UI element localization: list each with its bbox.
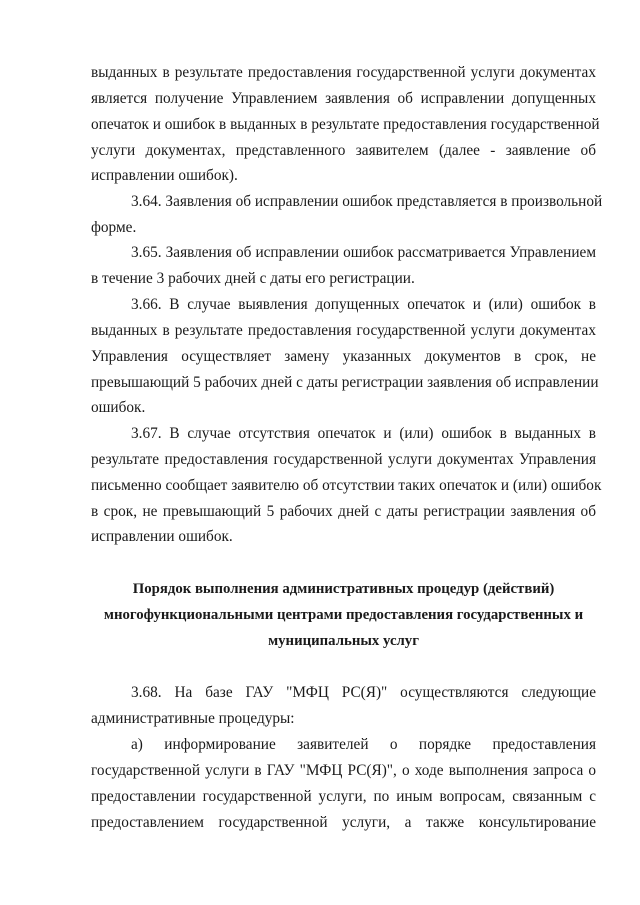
section-heading: многофункциональными центрами предоставления государственных и xyxy=(103,607,584,623)
text-line: форме. xyxy=(91,219,137,236)
paragraph-3-68: 3.68. На базе ГАУ "МФЦ РС(Я)" осуществляются следующие xyxy=(131,684,596,701)
section-heading: Порядок выполнения административных процедур (действий) xyxy=(132,581,555,597)
text-line: предоставлении государственной услуги, по иным вопросам, связанным с xyxy=(91,788,596,805)
text-line: результате предоставления государственной услуги документах Управления xyxy=(91,451,596,468)
text-line: является получение Управлением заявления об исправлении допущенных xyxy=(91,90,596,107)
text-line: услуги документах, представленного заявителем (далее - заявление об xyxy=(91,142,596,159)
list-item-a: а) информирование заявителей о порядке предоставления xyxy=(131,736,596,753)
text-line: опечаток и ошибок в выданных в результате предоставления государственной xyxy=(91,116,600,133)
section-heading: муниципальных услуг xyxy=(268,633,419,649)
text-line: письменно сообщает заявителю об отсутствии таких опечаток и (или) ошибок xyxy=(91,477,602,494)
text-line: в срок, не превышающий 5 рабочих дней с даты регистрации заявления об xyxy=(91,503,596,520)
paragraph-3-65: 3.65. Заявления об исправлении ошибок рассматривается Управлением xyxy=(131,244,596,261)
text-line: ошибок. xyxy=(91,399,146,416)
text-line: в течение 3 рабочих дней с даты его регистрации. xyxy=(91,270,415,287)
paragraph-3-66: 3.66. В случае выявления допущенных опечаток и (или) ошибок в xyxy=(131,296,596,313)
paragraph-3-67: 3.67. В случае отсутствия опечаток и (или) ошибок в выданных в xyxy=(131,425,596,442)
text-line: выданных в результате предоставления государственной услуги документах xyxy=(91,322,596,339)
text-line: исправлении ошибок. xyxy=(91,528,233,545)
text-line: Управления осуществляет замену указанных документов в срок, не xyxy=(91,348,596,365)
text-line: превышающий 5 рабочих дней с даты регистрации заявления об исправлении xyxy=(91,374,599,391)
text-line: исправлении ошибок). xyxy=(91,167,238,184)
text-line: предоставлением государственной услуги, а также консультирование xyxy=(91,814,596,831)
text-line: административные процедуры: xyxy=(91,710,295,727)
text-line: выданных в результате предоставления государственной услуги документах xyxy=(91,64,596,81)
paragraph-3-64: 3.64. Заявления об исправлении ошибок представляется в произвольной xyxy=(131,193,603,210)
text-line: государственной услуги в ГАУ "МФЦ РС(Я)", о ходе выполнения запроса о xyxy=(91,762,596,779)
